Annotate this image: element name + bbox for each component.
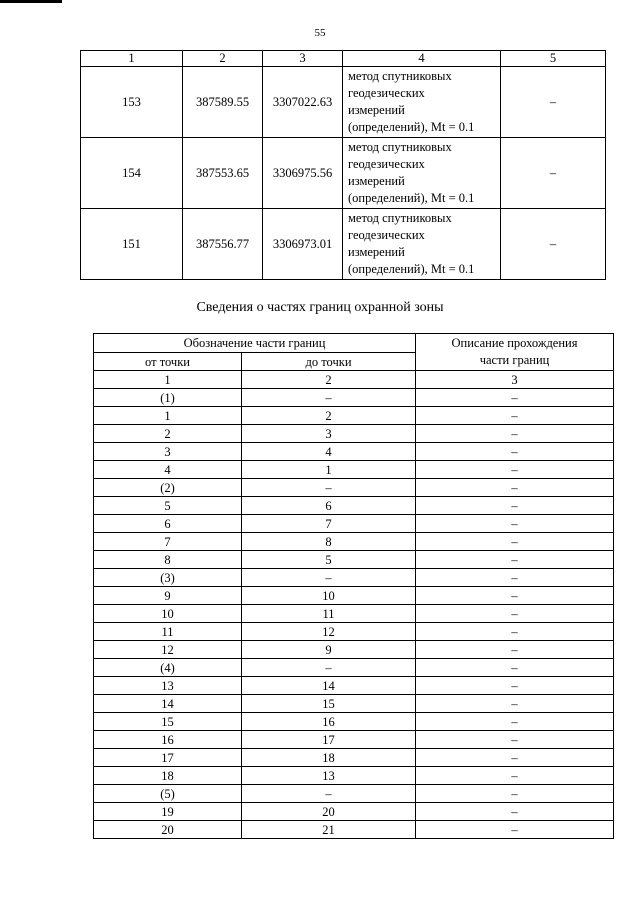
from-point-cell: 20 (94, 821, 242, 839)
from-point-cell: 8 (94, 551, 242, 569)
to-point-cell: 15 (242, 695, 416, 713)
table-row (94, 443, 614, 461)
table-row (94, 821, 614, 839)
column-header: 1 (81, 51, 183, 67)
from-point-cell: 15 (94, 713, 242, 731)
from-point-cell: 12 (94, 641, 242, 659)
method-line: геодезических (348, 228, 425, 242)
to-point-cell: 13 (242, 767, 416, 785)
point-number: 153 (81, 67, 183, 138)
from-point-cell: 19 (94, 803, 242, 821)
table-row (94, 569, 614, 587)
from-point-cell: 6 (94, 515, 242, 533)
to-point-cell: – (242, 659, 416, 677)
to-point-cell: – (242, 569, 416, 587)
coordinate-y: 3307022.63 (263, 67, 343, 138)
from-point-cell: 11 (94, 623, 242, 641)
to-point-cell: 1 (242, 461, 416, 479)
top-rule (0, 0, 62, 3)
header-description-line: части границ (479, 353, 550, 367)
from-point-cell: 4 (94, 461, 242, 479)
to-point-cell: 8 (242, 533, 416, 551)
table-row (94, 605, 614, 623)
header-boundary-designation: Обозначение части границ (94, 334, 416, 353)
method-description (343, 67, 501, 138)
description-cell: – (416, 785, 614, 803)
from-point-cell: 7 (94, 533, 242, 551)
table-row (81, 138, 606, 209)
table-row (94, 659, 614, 677)
to-point-cell: 9 (242, 641, 416, 659)
table-row (94, 497, 614, 515)
from-point-cell: 16 (94, 731, 242, 749)
table-row (94, 551, 614, 569)
description-cell: – (416, 425, 614, 443)
to-point-cell: 21 (242, 821, 416, 839)
table-row (94, 479, 614, 497)
description-cell: – (416, 641, 614, 659)
from-point-cell: 14 (94, 695, 242, 713)
method-line: метод спутниковых (348, 211, 452, 225)
from-point-cell: 17 (94, 749, 242, 767)
table-row (94, 803, 614, 821)
to-point-cell: 6 (242, 497, 416, 515)
column-index: 2 (242, 371, 416, 389)
method-description (343, 209, 501, 280)
column-header: 3 (263, 51, 343, 67)
table-row (94, 587, 614, 605)
from-point-cell: 9 (94, 587, 242, 605)
point-number: 154 (81, 138, 183, 209)
coordinates-table-header-row (81, 51, 606, 67)
from-point-cell: 3 (94, 443, 242, 461)
to-point-cell: 16 (242, 713, 416, 731)
note-cell: – (501, 67, 606, 138)
from-point-cell: 5 (94, 497, 242, 515)
description-cell: – (416, 587, 614, 605)
table-header-row (94, 334, 614, 353)
description-cell: – (416, 569, 614, 587)
table-row (94, 389, 614, 407)
coordinates-table (80, 50, 606, 280)
from-point-cell: 1 (94, 407, 242, 425)
table-row (94, 515, 614, 533)
from-point-cell: (4) (94, 659, 242, 677)
description-cell: – (416, 767, 614, 785)
table-row (94, 407, 614, 425)
header-description (416, 334, 614, 371)
description-cell: – (416, 695, 614, 713)
column-index: 1 (94, 371, 242, 389)
to-point-cell: 3 (242, 425, 416, 443)
coordinate-x: 387556.77 (183, 209, 263, 280)
method-description (343, 138, 501, 209)
description-cell: – (416, 479, 614, 497)
description-cell: – (416, 497, 614, 515)
method-line: измерений (348, 245, 405, 259)
table-row (94, 533, 614, 551)
description-cell: – (416, 713, 614, 731)
column-header: 2 (183, 51, 263, 67)
section-title: Сведения о частях границ охранной зоны (196, 300, 444, 315)
to-point-cell: 5 (242, 551, 416, 569)
description-cell: – (416, 389, 614, 407)
method-line: (определений), Mt = 0.1 (348, 191, 475, 205)
to-point-cell: 12 (242, 623, 416, 641)
description-cell: – (416, 677, 614, 695)
description-cell: – (416, 803, 614, 821)
table-row (94, 767, 614, 785)
table-row (94, 677, 614, 695)
from-point-cell: 2 (94, 425, 242, 443)
table-row (94, 749, 614, 767)
to-point-cell: 4 (242, 443, 416, 461)
header-description-line: Описание прохождения (451, 336, 578, 350)
description-cell: – (416, 533, 614, 551)
table-row (94, 785, 614, 803)
description-cell: – (416, 461, 614, 479)
description-cell: – (416, 407, 614, 425)
method-line: (определений), Mt = 0.1 (348, 120, 475, 134)
column-header: 4 (343, 51, 501, 67)
table-row (81, 209, 606, 280)
to-point-cell: 14 (242, 677, 416, 695)
description-cell: – (416, 605, 614, 623)
from-point-cell: (5) (94, 785, 242, 803)
to-point-cell: 17 (242, 731, 416, 749)
to-point-cell: 7 (242, 515, 416, 533)
method-line: геодезических (348, 86, 425, 100)
method-line: (определений), Mt = 0.1 (348, 262, 475, 276)
to-point-cell: 2 (242, 407, 416, 425)
column-header: 5 (501, 51, 606, 67)
header-to-point: до точки (242, 353, 416, 371)
from-point-cell: 13 (94, 677, 242, 695)
table-row (94, 713, 614, 731)
to-point-cell: 11 (242, 605, 416, 623)
coordinate-x: 387589.55 (183, 67, 263, 138)
table-row (94, 641, 614, 659)
description-cell: – (416, 821, 614, 839)
from-point-cell: 10 (94, 605, 242, 623)
from-point-cell: 18 (94, 767, 242, 785)
table-row (94, 623, 614, 641)
boundary-parts-table (93, 333, 614, 839)
to-point-cell: – (242, 389, 416, 407)
table-row (94, 461, 614, 479)
description-cell: – (416, 443, 614, 461)
description-cell: – (416, 731, 614, 749)
table-row (94, 425, 614, 443)
table-row (94, 695, 614, 713)
header-from-point: от точки (94, 353, 242, 371)
description-cell: – (416, 659, 614, 677)
note-cell: – (501, 138, 606, 209)
method-line: геодезических (348, 157, 425, 171)
note-cell: – (501, 209, 606, 280)
to-point-cell: – (242, 479, 416, 497)
from-point-cell: (3) (94, 569, 242, 587)
coordinate-y: 3306973.01 (263, 209, 343, 280)
description-cell: – (416, 551, 614, 569)
coordinate-y: 3306975.56 (263, 138, 343, 209)
method-line: измерений (348, 103, 405, 117)
description-cell: – (416, 515, 614, 533)
to-point-cell: 18 (242, 749, 416, 767)
to-point-cell: 20 (242, 803, 416, 821)
page-number: 55 (314, 27, 326, 39)
method-line: измерений (348, 174, 405, 188)
from-point-cell: (2) (94, 479, 242, 497)
method-line: метод спутниковых (348, 69, 452, 83)
description-cell: – (416, 623, 614, 641)
coordinate-x: 387553.65 (183, 138, 263, 209)
from-point-cell: (1) (94, 389, 242, 407)
description-cell: – (416, 749, 614, 767)
to-point-cell: – (242, 785, 416, 803)
table-row (81, 67, 606, 138)
method-line: метод спутниковых (348, 140, 452, 154)
to-point-cell: 10 (242, 587, 416, 605)
column-index: 3 (416, 371, 614, 389)
column-index-row (94, 371, 614, 389)
table-row (94, 731, 614, 749)
point-number: 151 (81, 209, 183, 280)
